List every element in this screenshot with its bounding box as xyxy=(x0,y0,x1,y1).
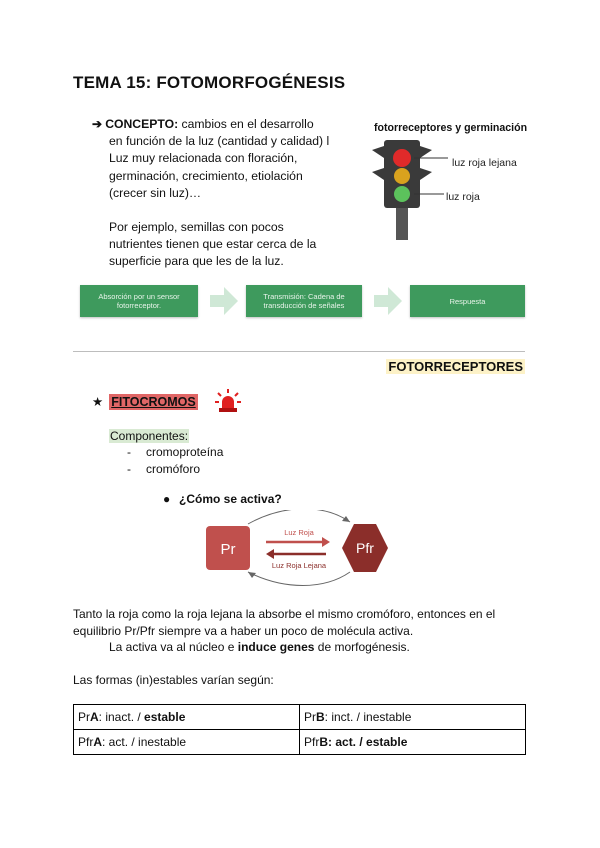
formas-intro: Las formas (in)estables varían según: xyxy=(73,673,274,687)
flow-arrow-icon xyxy=(374,287,402,315)
concept-label: CONCEPTO: xyxy=(105,117,179,131)
flow-step-1-line-1: Absorción por un sensor xyxy=(98,292,180,301)
paragraph-line-3b: induce genes xyxy=(237,640,315,654)
component-2: cromóforo xyxy=(146,461,201,476)
example-line-2: nutrientes tienen que estar cerca de la xyxy=(109,237,317,252)
flow-step-2-line-2: transducción de señales xyxy=(263,301,345,310)
concept-line-2: Luz muy relacionada con floración, xyxy=(109,151,298,166)
table-cell: PrA: inact. / estable xyxy=(74,705,300,730)
fitocromos-label: FITOCROMOS xyxy=(111,395,196,409)
example-line-1: Por ejemplo, semillas con pocos xyxy=(109,220,284,235)
section-title: FOTORRECEPTORES xyxy=(388,359,523,374)
green-lamp xyxy=(394,186,410,202)
paragraph-line-2: equilibrio Pr/Pfr siempre va a haber un poco de molécula activa. xyxy=(73,623,414,638)
traffic-light-title: fotorreceptores y germinación xyxy=(374,122,528,134)
example-line-3: superficie para que les de la luz. xyxy=(109,254,284,269)
components-label: Componentes: xyxy=(110,429,189,443)
explanation-paragraph xyxy=(73,606,533,656)
section-divider xyxy=(73,351,525,352)
red-lamp xyxy=(393,149,411,167)
dash-bullet: - xyxy=(127,445,131,459)
flow-step-1-line-2: fotorreceptor. xyxy=(116,301,162,310)
components-list xyxy=(127,444,223,477)
fitocromos-heading xyxy=(92,394,198,409)
list-item xyxy=(127,444,223,461)
paragraph-line-3 xyxy=(73,639,533,656)
far-red-light-label: Luz Roja Lejana xyxy=(271,561,327,570)
amber-lamp xyxy=(394,168,410,184)
flow-step-2 xyxy=(246,285,362,317)
flow-step-3-label: Respuesta xyxy=(449,296,486,306)
table-row xyxy=(74,705,526,730)
activation-question xyxy=(163,492,282,506)
star-icon: ★ xyxy=(92,395,104,409)
table-cell: PfrA: act. / inestable xyxy=(74,730,300,755)
activation-question-text: ¿Cómo se activa? xyxy=(179,492,282,506)
concept-block xyxy=(92,116,347,271)
table-cell: PfrB: act. / estable xyxy=(300,730,526,755)
pfr-label: Pfr xyxy=(356,540,374,556)
red-light-label: Luz Roja xyxy=(284,528,314,537)
arrow-right-icon: ➔ xyxy=(92,117,103,131)
dash-bullet: - xyxy=(127,461,131,476)
page-title: TEMA 15: FOTOMORFOGÉNESIS xyxy=(73,73,346,92)
flow-arrow-icon xyxy=(210,287,238,315)
siren-icon xyxy=(214,388,242,414)
concept-text-first: cambios en el desarrollo xyxy=(181,117,314,131)
traffic-light-icon xyxy=(368,136,458,244)
table-cell: PrB: inct. / inestable xyxy=(300,705,526,730)
phytochrome-cycle-diagram xyxy=(204,510,394,586)
flow-step-2-line-1: Transmisión: Cadena de xyxy=(263,292,345,301)
component-1: cromoproteína xyxy=(146,445,224,459)
bullet-icon: ● xyxy=(163,492,171,506)
paragraph-line-3a: La activa va al núcleo e xyxy=(109,640,238,654)
arrow-right-icon xyxy=(322,537,330,547)
table-row xyxy=(74,730,526,755)
paragraph-line-1: Tanto la roja como la roja lejana la absorbe el mismo cromóforo, entonces en el xyxy=(73,607,496,621)
pr-label: Pr xyxy=(220,541,236,558)
list-item xyxy=(127,461,223,478)
concept-example xyxy=(92,219,347,271)
flow-step-1 xyxy=(80,285,198,317)
stability-table xyxy=(73,704,526,755)
flow-step-3 xyxy=(410,285,525,317)
label-red-light: luz roja xyxy=(446,191,480,203)
paragraph-line-3c: de morfogénesis. xyxy=(314,640,410,654)
concept-line-1: en función de la luz (cantidad y calidad) l xyxy=(109,134,330,149)
concept-line-3: germinación, crecimiento, etiolación xyxy=(109,168,303,183)
label-far-red-light: luz roja lejana xyxy=(452,157,517,169)
concept-line-4: (crecer sin luz)… xyxy=(109,185,202,200)
arrow-left-icon xyxy=(266,549,274,559)
